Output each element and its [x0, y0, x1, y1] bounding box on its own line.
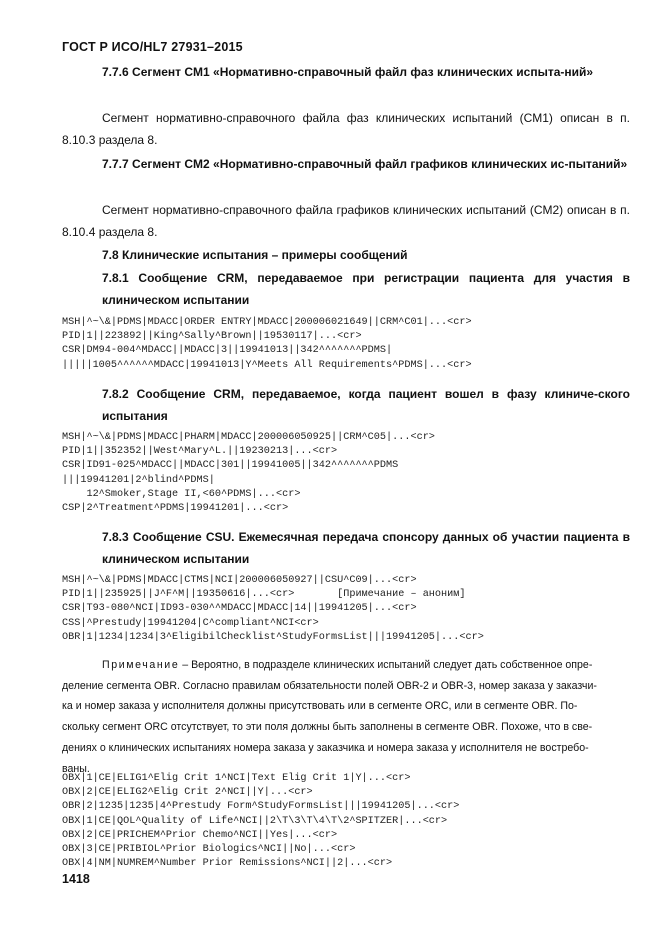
- note-line: скольку сегмент ORC отсутствует, то эти поля должны быть заполнены в сегменте OBR. Похоже, что в све-: [62, 721, 593, 734]
- code-line: CSS|^Prestudy|19941204|C^compliant^NCI<cr>: [62, 617, 319, 629]
- code-line: OBX|4|NM|NUMREM^Number Prior Remissions^NCI||2|...<cr>: [62, 858, 393, 870]
- code-line: OBX|3|CE|PRIBIOL^Prior Biologics^NCI||No|...<cr>: [62, 844, 356, 856]
- section-7-8-3-heading: 7.8.3 Сообщение CSU. Ежемесячная передача спонсору данных об участии пациента в клиническом испытании: [102, 530, 630, 566]
- note-line: Примечание – Вероятно, в подразделе клинических испытаний следует дать собственное опре-: [102, 659, 593, 671]
- code-line: OBR|1|1234|1234|3^EligibilChecklist^StudyFormsList|||19941205|...<cr>: [62, 631, 484, 643]
- code-line: MSH|^~\&|PDMS|MDACC|ORDER ENTRY|MDACC|200006021649||CRM^C01|...<cr>: [62, 317, 472, 328]
- code-line: OBX|1|CE|QOL^Quality of Life^NCI||2\T\3\T\4\T\2^SPITZER|...<cr>: [62, 815, 448, 827]
- code-line: CSR|DM94-004^MDACC||MDACC|3||19941013||342^^^^^^^PDMS|: [62, 345, 393, 357]
- section-7-8-1-heading: 7.8.1 Сообщение CRM, передаваемое при регистрации пациента для участия в клиническом испытании: [102, 271, 630, 307]
- note-line: дениях о клинических испытаниях номера заказа у заказчика и номера заказа у исполнителя не востребо-: [62, 741, 589, 754]
- page-number: 1418: [62, 872, 90, 886]
- section-7-7-6-heading: 7.7.6 Сегмент CM1 «Нормативно-справочный файл фаз клинических испыта-ний»: [102, 65, 594, 79]
- note-line: ваны.: [62, 762, 90, 775]
- code-line: CSR|T93-080^NCI|ID93-030^^MDACC|MDACC|14||19941205|...<cr>: [62, 603, 417, 615]
- code-line: CSR|ID91-025^MDACC||MDACC|301||19941005||342^^^^^^^PDMS: [62, 460, 399, 472]
- code-line: OBX|1|CE|ELIG1^Elig Crit 1^NCI|Text Elig Crit 1|Y|...<cr>: [62, 773, 411, 784]
- code-line: |||||1005^^^^^^MDACC|19941013|Y^Meets All Requirements^PDMS|...<cr>: [62, 359, 472, 371]
- section-7-7-6-body: Сегмент нормативно-справочного файла фаз клинических испытаний (CM1) описан в п. 8.10.3 раздела 8.: [62, 111, 630, 147]
- code-line: 12^Smoker,Stage II,<60^PDMS|...<cr>: [62, 488, 301, 500]
- running-header: ГОСТ Р ИСО/HL7 27931–2015: [62, 40, 243, 54]
- note-paragraph: [62, 655, 630, 779]
- code-line: MSH|^~\&|PDMS|MDACC|CTMS|NCI|200006050927||CSU^C09|...<cr>: [62, 575, 417, 586]
- code-line: PID|1||235925||J^F^M||19350616|...<cr> [Примечание – аноним]: [62, 589, 466, 601]
- code-line: MSH|^~\&|PDMS|MDACC|PHARM|MDACC|200006050925||CRM^C05|...<cr>: [62, 432, 435, 443]
- code-line: CSP|2^Treatment^PDMS|19941201|...<cr>: [62, 503, 289, 515]
- section-7-8-2-code: [62, 431, 435, 516]
- section-7-8-3-code: [62, 574, 484, 645]
- tail-code: [62, 772, 459, 871]
- code-line: OBX|2|CE|ELIG2^Elig Crit 2^NCI||Y|...<cr>: [62, 787, 313, 799]
- code-line: PID|1||223892||King^Sally^Brown||19530117|...<cr>: [62, 331, 362, 343]
- note-line: ка и номер заказа у исполнителя должны присутствовать или в сегменте ORC, или в сегменте OBR. По-: [62, 700, 578, 713]
- section-7-8-2-heading: 7.8.2 Сообщение CRM, передаваемое, когда пациент вошел в фазу клиниче-ского испытания: [102, 387, 630, 423]
- section-7-7-7-body: Сегмент нормативно-справочного файла графиков клинических испытаний (CM2) описан в п. 8.10.4 раздела 8.: [62, 203, 630, 239]
- section-7-8-heading: 7.8 Клинические испытания – примеры сообщений: [102, 248, 408, 262]
- section-7-8-1-code: [62, 316, 472, 373]
- code-line: PID|1||352352||West^Mary^L.||19230213|...<cr>: [62, 446, 338, 458]
- code-line: OBR|2|1235|1235|4^Prestudy Form^StudyFormsList|||19941205|...<cr>: [62, 801, 460, 813]
- note-line: деление сегмента OBR. Согласно правилам обязательности полей OBR-2 и OBR-3, номер заказа у заказчи-: [62, 679, 597, 692]
- section-7-7-7-heading: 7.7.7 Сегмент CM2 «Нормативно-справочный файл графиков клинических ис-пытаний»: [102, 157, 628, 171]
- code-line: |||19941201|2^blind^PDMS|: [62, 474, 215, 486]
- note-label: Примечание: [102, 659, 180, 671]
- code-line: OBX|2|CE|PRICHEM^Prior Chemo^NCI||Yes|...<cr>: [62, 829, 338, 841]
